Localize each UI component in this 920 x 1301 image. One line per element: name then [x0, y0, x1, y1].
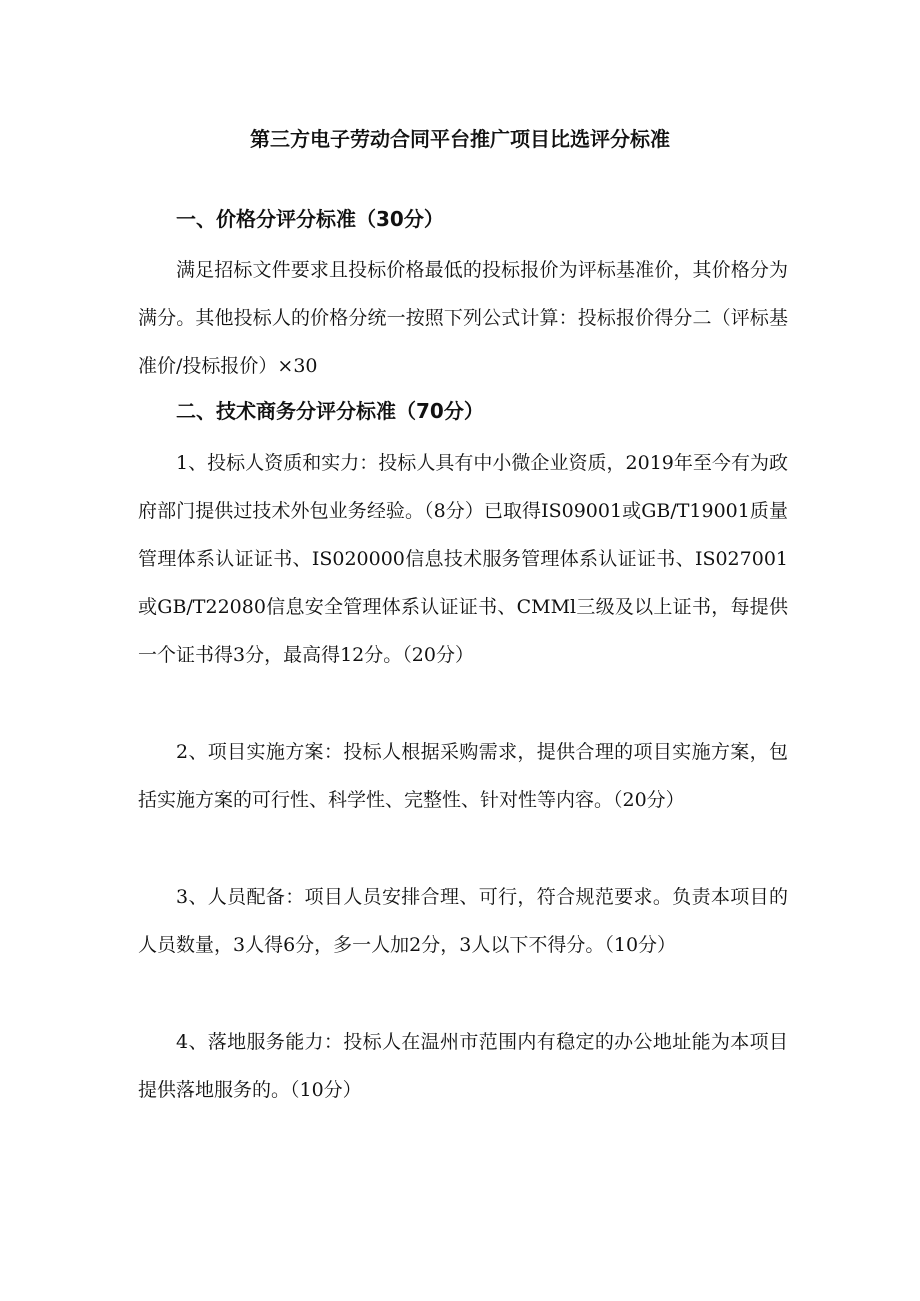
section-heading-technical-business: 二、技术商务分评分标准（70分）	[176, 399, 484, 423]
criterion-local-service: 4、落地服务能力：投标人在温州市范围内有稳定的办公地址能为本项目提供落地服务的。（10分）	[138, 1031, 788, 1101]
criterion-qualification: 1、投标人资质和实力：投标人具有中小微企业资质，2019年至今有为政府部门提供过技术外包业务经验。（8分）已取得IS09001或GB/T19001质量管理体系认证证书、IS020000信息技术服务管理体系认证证书、IS027001或GB/T22080信息安全管理体系认证证书、CMMl三级及以上证书，每提供一个证书得3分，最高得12分。（20分）	[138, 452, 788, 666]
document-title: 第三方电子劳动合同平台推广项目比选评分标准	[250, 127, 670, 151]
criterion-staffing: 3、人员配备：项目人员安排合理、可行，符合规范要求。负责本项目的人员数量，3人得6分，多一人加2分，3人以下不得分。（10分）	[138, 886, 788, 956]
price-scoring-paragraph: 满足招标文件要求且投标价格最低的投标报价为评标基准价，其价格分为满分。其他投标人的价格分统一按照下列公式计算：投标报价得分二（评标基准价/投标报价）×30	[138, 259, 788, 377]
section-heading-price: 一、价格分评分标准（30分）	[176, 207, 444, 231]
criterion-implementation-plan: 2、项目实施方案：投标人根据采购需求，提供合理的项目实施方案，包括实施方案的可行性、科学性、完整性、针对性等内容。（20分）	[138, 741, 788, 811]
